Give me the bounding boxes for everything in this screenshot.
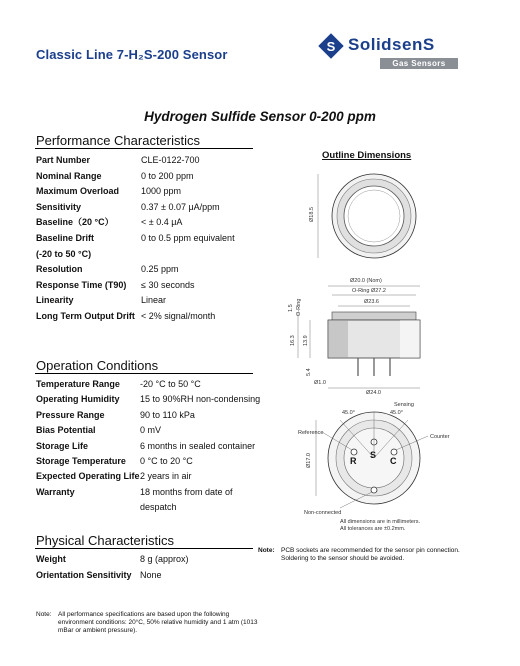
dim-top-dia: Ø18.5 bbox=[309, 207, 315, 222]
document-title: Classic Line 7-H₂S-200 Sensor bbox=[36, 47, 228, 62]
spec-value: < ± 0.4 μA bbox=[141, 217, 183, 228]
spec-label: Bias Potential bbox=[36, 425, 96, 436]
physical-table bbox=[36, 554, 276, 594]
spec-value: 90 to 110 kPa bbox=[140, 409, 195, 420]
dim-oring-label: O-Ring bbox=[296, 298, 302, 316]
spec-label: Weight bbox=[36, 554, 66, 564]
spec-value: 2 years in air bbox=[140, 471, 192, 482]
logo-tagline: Gas Sensors bbox=[380, 58, 458, 69]
spec-label: Linearity bbox=[36, 295, 74, 306]
right-note-line: PCB sockets are recommended for the sensor pin connection. bbox=[281, 547, 460, 554]
spec-value: None bbox=[140, 570, 162, 580]
spec-label: Orientation Sensitivity bbox=[36, 570, 132, 580]
dim-pin-len: 5.4 bbox=[306, 368, 312, 376]
spec-label: Response Time (T90) bbox=[36, 279, 127, 290]
physical-title: Physical Characteristics bbox=[36, 533, 174, 548]
spec-label: (-20 to 50 °C) bbox=[36, 248, 92, 259]
dim-base-dia: Ø24.0 bbox=[366, 390, 381, 396]
logo-diamond-icon bbox=[318, 33, 344, 59]
performance-title: Performance Characteristics bbox=[36, 133, 200, 148]
spec-label: Warranty bbox=[36, 486, 75, 497]
spec-value: 0.37 ± 0.07 μA/ppm bbox=[141, 201, 220, 212]
spec-value: 0 mV bbox=[140, 425, 162, 436]
right-note-text bbox=[281, 547, 501, 563]
operation-table bbox=[36, 379, 276, 519]
spec-label: Operating Humidity bbox=[36, 394, 120, 405]
spec-value: ≤ 30 seconds bbox=[141, 279, 195, 290]
dim-bottom-dia: Ø17.0 bbox=[306, 453, 312, 468]
spec-value: 0 to 200 ppm bbox=[141, 170, 194, 181]
spec-label: Temperature Range bbox=[36, 379, 120, 389]
spec-value: despatch bbox=[140, 502, 177, 513]
pin-s-label: S bbox=[370, 450, 377, 460]
spec-label: Pressure Range bbox=[36, 409, 105, 420]
side-view bbox=[288, 278, 420, 396]
dim-note-2: All tolerances are ±0.2mm. bbox=[340, 526, 406, 532]
spec-value: < 2% signal/month bbox=[141, 311, 216, 321]
bottom-note-label: Note: bbox=[36, 611, 52, 618]
bottom-note-line: environment conditions: 20°C, 50% relative humidity and 1 atm (1013 bbox=[58, 619, 258, 626]
label-reference: Reference bbox=[298, 430, 324, 436]
main-title: Hydrogen Sulfide Sensor 0-200 ppm bbox=[144, 109, 376, 124]
bottom-view bbox=[298, 402, 450, 532]
physical-rule bbox=[35, 548, 253, 549]
spec-value: Linear bbox=[141, 295, 167, 306]
operation-title: Operation Conditions bbox=[36, 358, 159, 373]
dim-body-dia: Ø20.0 (Nom) bbox=[350, 278, 382, 284]
spec-value: 15 to 90%RH non-condensing bbox=[140, 394, 261, 405]
logo-name: SolidsenS bbox=[348, 35, 435, 54]
spec-label: Resolution bbox=[36, 264, 83, 275]
spec-label: Maximum Overload bbox=[36, 186, 120, 197]
dim-h-total: 16.3 bbox=[290, 335, 296, 346]
dim-ring-h: 1.5 bbox=[288, 304, 294, 312]
bottom-note-line: All performance specifications are based upon the following bbox=[58, 611, 230, 618]
pin-c-label: C bbox=[390, 456, 397, 466]
performance-table bbox=[36, 155, 276, 335]
dim-angle-1: 45.0° bbox=[342, 410, 355, 416]
company-logo bbox=[318, 33, 466, 73]
spec-label: Storage Temperature bbox=[36, 456, 126, 466]
bottom-note-text bbox=[58, 611, 258, 635]
label-sensing: Sensing bbox=[394, 402, 414, 408]
dim-h-body: 13.9 bbox=[303, 335, 309, 346]
top-view bbox=[309, 174, 416, 258]
spec-value: -20 °C to 50 °C bbox=[140, 379, 201, 389]
spec-label: Expected Operating Life bbox=[36, 471, 140, 482]
dim-angle-2: 45.0° bbox=[390, 410, 403, 416]
spec-label: Baseline Drift bbox=[36, 233, 95, 243]
spec-value: 8 g (approx) bbox=[140, 554, 189, 564]
spec-value: 6 months in sealed container bbox=[140, 440, 256, 451]
outline-diagram bbox=[280, 162, 480, 532]
svg-text:S: S bbox=[326, 39, 336, 54]
label-counter: Counter bbox=[430, 434, 450, 440]
right-note-line: Soldering to the sensor should be avoided. bbox=[281, 555, 405, 562]
spec-value: CLE-0122-700 bbox=[141, 155, 200, 165]
spec-label: Part Number bbox=[36, 155, 91, 165]
spec-label: Nominal Range bbox=[36, 170, 102, 181]
pin-r-label: R bbox=[350, 456, 357, 466]
dim-pin-dia: Ø1.0 bbox=[314, 380, 326, 386]
bottom-note-line: mBar or ambient pressure). bbox=[58, 627, 138, 634]
spec-label: Baseline（20 °C） bbox=[36, 217, 114, 228]
dim-note-1: All dimensions are in millimeters. bbox=[340, 519, 421, 525]
performance-rule bbox=[35, 148, 253, 149]
dim-oring: O-Ring Ø27.2 bbox=[352, 288, 386, 294]
spec-label: Sensitivity bbox=[36, 201, 82, 212]
outline-title: Outline Dimensions bbox=[322, 150, 412, 161]
spec-value: 18 months from date of bbox=[140, 486, 233, 497]
spec-value: 0 to 0.5 ppm equivalent bbox=[141, 233, 235, 243]
spec-value: 0 °C to 20 °C bbox=[140, 456, 193, 466]
spec-value: 0.25 ppm bbox=[141, 264, 179, 275]
dim-inner: Ø23.6 bbox=[364, 299, 379, 305]
spec-label: Long Term Output Drift bbox=[36, 311, 135, 321]
spec-value: 1000 ppm bbox=[141, 186, 182, 197]
label-non-connected: Non-connected bbox=[304, 510, 342, 516]
operation-rule bbox=[35, 373, 253, 374]
spec-label: Storage Life bbox=[36, 440, 89, 451]
right-note-label: Note: bbox=[258, 547, 275, 554]
